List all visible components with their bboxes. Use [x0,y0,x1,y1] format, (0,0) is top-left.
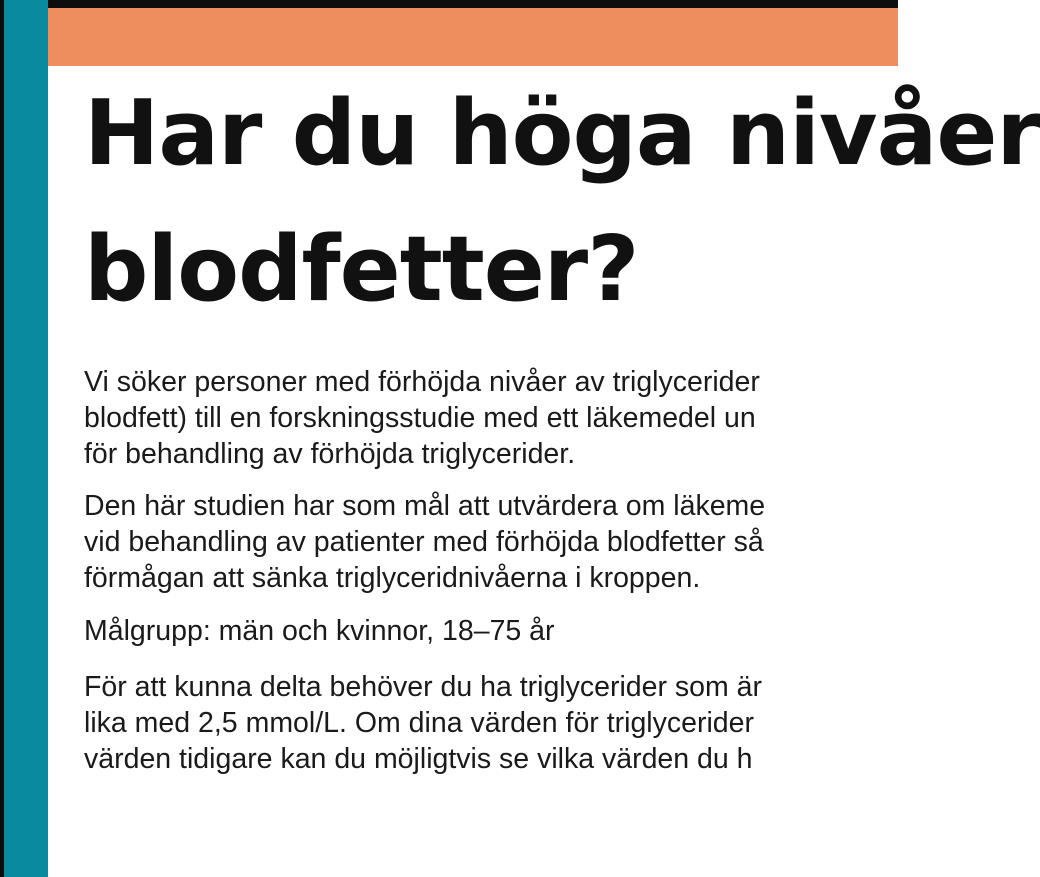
page-title [84,66,1040,338]
title-line-2: blodfetter? [84,217,639,322]
paragraph-line: Målgrupp: män och kvinnor, 18–75 år [84,615,555,647]
eligibility-paragraph [84,669,984,777]
paragraph-line: Den här studien har som mål att utvärdera om läkeme [84,490,766,522]
paragraph-line: förmågan att sänka triglyceridnivåerna i kroppen. [84,562,701,594]
top-border [0,0,898,8]
paragraph-line: för behandling av förhöjda triglycerider. [84,438,576,470]
document-content [84,66,1040,777]
paragraph-line: värden tidigare kan du möjligtvis se vilka värden du h [84,743,753,775]
title-line-1: Har du höga nivåer [84,81,1040,186]
target-group-paragraph [84,613,984,649]
paragraph-line: Vi söker personer med förhöjda nivåer av triglycerider [84,366,760,398]
intro-paragraph [84,364,984,472]
paragraph-line: vid behandling av patienter med förhöjda blodfetter så [84,526,764,558]
left-dark-edge [0,0,4,877]
paragraph-line: blodfett) till en forskningsstudie med ett läkemedel un [84,402,756,434]
paragraph-line: För att kunna delta behöver du ha triglycerider som är [84,671,763,703]
study-aim-paragraph [84,488,984,596]
header-banner [48,8,898,66]
left-accent-stripe [0,0,48,877]
paragraph-line: lika med 2,5 mmol/L. Om dina värden för triglycerider [84,707,755,739]
